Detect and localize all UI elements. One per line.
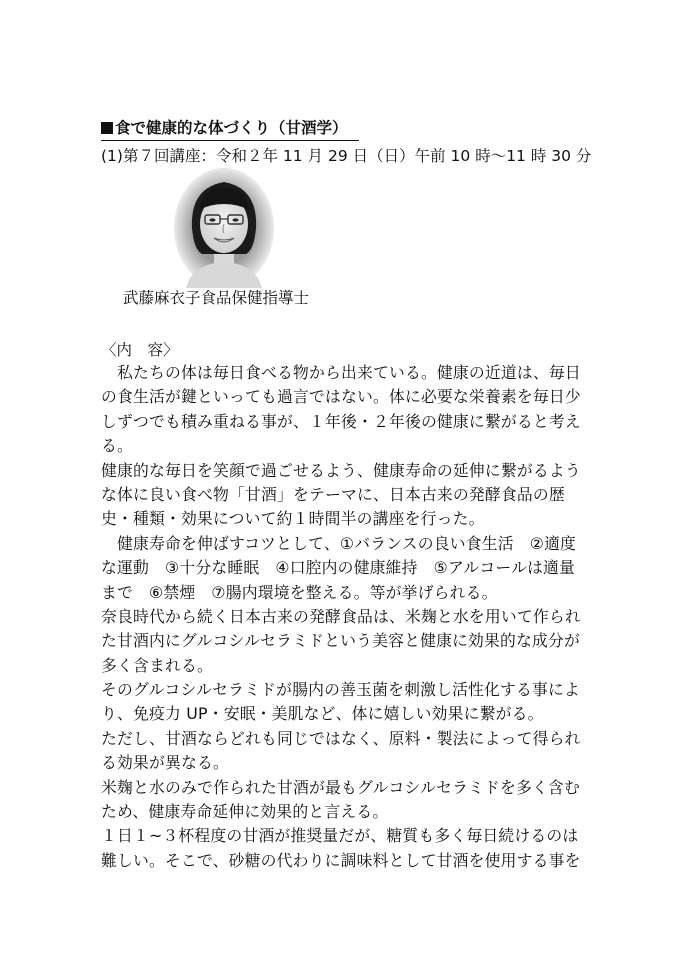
instructor-portrait-photo	[172, 166, 276, 288]
body-line: の食生活が鍵といっても過言ではない。体に必要な栄養素を毎日少	[101, 387, 581, 407]
body-line: 米麹と水のみで作られた甘酒が最もグルコシルセラミドを多く含む	[101, 777, 581, 797]
body-line: 難しい。そこで、砂糖の代わりに調味料として甘酒を使用する事を	[101, 850, 581, 870]
body-line: 私たちの体は毎日食べる物から出来ている。健康の近道は、毎日	[101, 363, 581, 382]
body-line: 奈良時代から続く日本古来の発酵食品は、米麹と水を用いて作られ	[101, 606, 581, 626]
heading-underline	[101, 140, 359, 141]
body-line: しずつでも積み重ねる事が、１年後・２年後の健康に繋がると考え	[101, 411, 581, 431]
black-square-bullet-icon	[101, 122, 113, 134]
body-line: り、免疫力 UP・安眠・美肌など、体に嬉しい効果に繋がる。	[101, 704, 544, 724]
body-line: 健康寿命を伸ばすコツとして、①バランスの良い食生活 ②適度	[101, 533, 577, 553]
body-line: まで ⑥禁煙 ⑦腸内環境を整える。等が挙げられる。	[101, 582, 498, 602]
body-line: る効果が異なる。	[101, 753, 229, 773]
body-line: な体に良い食べ物「甘酒」をテーマに、日本古来の発酵食品の歴	[101, 484, 565, 504]
content-section-label: 〈内 容〉	[101, 341, 179, 359]
body-text	[101, 361, 587, 873]
body-line: ただし、甘酒ならどれも同じではなく、原料・製法によって得られ	[101, 728, 581, 748]
photo-caption: 武藤麻衣子食品保健指導士	[123, 289, 310, 307]
session-info: (1)第７回講座：令和２年 11 月 29 日（日）午前 10 時～11 時 30 分	[101, 147, 592, 165]
body-line: な運動 ③十分な睡眠 ④口腔内の健康維持 ⑤アルコールは適量	[101, 558, 576, 578]
section-heading-text: 食で健康的な体づくり（甘酒学）	[115, 119, 348, 137]
body-line: ため、健康寿命延伸に効果的と言える。	[101, 802, 389, 822]
body-line: 史・種類・効果について約１時間半の講座を行った。	[101, 509, 485, 529]
body-line: た甘酒内にグルコシルセラミドという美容と健康に効果的な成分が	[101, 631, 581, 651]
body-line: る。	[101, 436, 133, 456]
section-heading	[101, 118, 348, 138]
body-line: 多く含まれる。	[101, 655, 213, 675]
body-line: １日１~３杯程度の甘酒が推奨量だが、糖質も多く毎日続けるのは	[101, 826, 579, 846]
body-line: 健康的な毎日を笑顔で過ごせるよう、健康寿命の延伸に繋がるよう	[101, 460, 581, 480]
body-line: そのグルコシルセラミドが腸内の善玉菌を刺激し活性化する事によ	[101, 680, 581, 700]
